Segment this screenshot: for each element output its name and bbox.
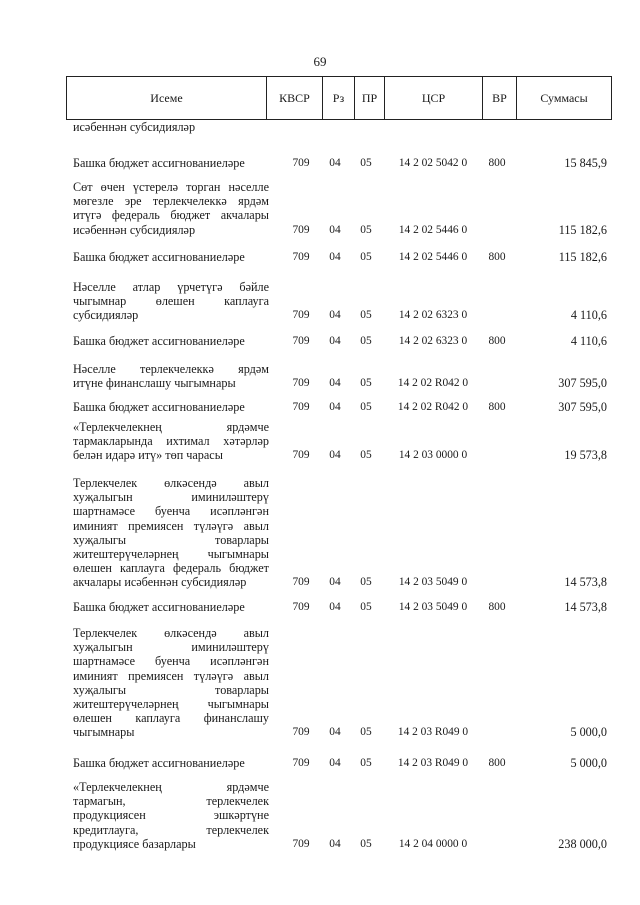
cell-csr: 14 2 03 R049 0 xyxy=(397,726,469,739)
column-header-pr: ПР xyxy=(355,77,385,119)
cell-rz: 04 xyxy=(329,223,341,236)
cell-vr: 800 xyxy=(488,600,506,613)
cell-rz: 04 xyxy=(329,377,341,390)
cell-pr: 05 xyxy=(360,250,372,263)
table-row xyxy=(0,476,640,590)
cell-name-line: тармакларында ихтимал хәтәрләр xyxy=(73,434,269,449)
column-header-name: Исеме xyxy=(67,77,267,119)
column-header-csr: ЦСР xyxy=(385,77,483,119)
cell-name-line: Сөт өчен үстерелә торган нәселле xyxy=(73,180,269,194)
cell-sum: 307 595,0 xyxy=(558,399,607,414)
cell-kvsr: 709 xyxy=(292,400,310,413)
table-row xyxy=(0,280,640,323)
cell-csr: 14 2 02 5042 0 xyxy=(398,156,468,169)
cell-csr: 14 2 04 0000 0 xyxy=(398,837,468,850)
cell-pr: 05 xyxy=(360,576,372,589)
cell-name-line: «Терлекчелекнең ярдәмче xyxy=(73,780,269,794)
table-body xyxy=(0,120,640,905)
cell-pr: 05 xyxy=(360,837,372,850)
cell-name xyxy=(73,420,269,463)
cell-name-line: иминият премиясен түләүгә авыл xyxy=(73,668,269,683)
column-header-sum: Суммасы xyxy=(540,90,588,105)
cell-name xyxy=(73,476,269,590)
cell-rz: 04 xyxy=(329,334,341,347)
cell-pr: 05 xyxy=(360,309,372,322)
cell-csr: 14 2 02 5446 0 xyxy=(398,250,468,263)
cell-name-line: шартнамәсе буенча исәпләнгән xyxy=(73,504,269,519)
cell-kvsr: 709 xyxy=(292,250,310,263)
cell-sum: 14 573,8 xyxy=(564,575,607,590)
cell-name-line: исәбеннән субсидияләр xyxy=(73,120,196,134)
cell-vr: 800 xyxy=(488,756,506,769)
cell-sum: 5 000,0 xyxy=(570,755,607,770)
cell-name-line: Нәселле атлар үрчетүгә бәйле xyxy=(73,280,269,294)
cell-kvsr: 709 xyxy=(292,837,310,850)
table-row xyxy=(0,756,640,770)
cell-pr: 05 xyxy=(360,449,372,462)
cell-name xyxy=(73,334,269,348)
cell-sum: 4 110,6 xyxy=(570,333,607,348)
cell-name-line: чыгымнары xyxy=(73,725,135,740)
cell-vr: 800 xyxy=(488,400,506,413)
cell-kvsr: 709 xyxy=(292,600,310,613)
cell-name-line: хуҗалыгын иминиләштерү xyxy=(73,490,269,505)
page-number: 69 xyxy=(313,54,327,69)
cell-name-line: Терлекчелек өлкәсендә авыл xyxy=(73,626,269,640)
cell-name xyxy=(73,400,269,414)
cell-name-line: өлешен каплауга федераль бюджет xyxy=(73,561,269,576)
cell-pr: 05 xyxy=(360,223,372,236)
cell-sum: 115 182,6 xyxy=(558,222,607,237)
cell-rz: 04 xyxy=(329,837,341,850)
cell-name-line: Башка бюджет ассигнованиеләре xyxy=(73,600,245,614)
cell-pr: 05 xyxy=(360,726,372,739)
cell-kvsr: 709 xyxy=(292,334,310,347)
cell-csr: 14 2 02 6323 0 xyxy=(398,309,468,322)
cell-name-line: итүгә федераль бюджет акчалары xyxy=(73,208,269,223)
cell-kvsr: 709 xyxy=(292,309,310,322)
cell-name xyxy=(73,180,269,237)
cell-kvsr: 709 xyxy=(292,449,310,462)
cell-sum: 19 573,8 xyxy=(564,448,607,463)
cell-csr: 14 2 02 6323 0 xyxy=(398,334,468,347)
cell-rz: 04 xyxy=(329,726,341,739)
cell-vr: 800 xyxy=(488,250,506,263)
cell-name-line: Башка бюджет ассигнованиеләре xyxy=(73,756,245,770)
cell-name xyxy=(73,756,269,770)
table-row xyxy=(0,362,640,390)
table-row xyxy=(0,780,640,851)
table-row xyxy=(0,250,640,264)
cell-name xyxy=(73,626,269,740)
cell-name xyxy=(73,120,269,134)
column-header-kvsr: КВСР xyxy=(267,77,323,119)
cell-vr: 800 xyxy=(488,334,506,347)
cell-name-line: житештерүчеләрнең чыгымнары xyxy=(73,547,269,562)
table-header xyxy=(66,76,612,120)
table-row xyxy=(0,334,640,348)
cell-name xyxy=(73,600,269,614)
cell-name-line: хуҗалыгы товарлары xyxy=(73,682,269,697)
cell-csr: 14 2 02 5446 0 xyxy=(398,223,468,236)
cell-rz: 04 xyxy=(329,400,341,413)
cell-csr: 14 2 03 R049 0 xyxy=(397,756,469,769)
column-header-vr: ВР xyxy=(483,77,517,119)
cell-pr: 05 xyxy=(360,377,372,390)
cell-rz: 04 xyxy=(329,600,341,613)
cell-pr: 05 xyxy=(360,400,372,413)
cell-csr: 14 2 03 5049 0 xyxy=(398,600,468,613)
table-row xyxy=(0,600,640,614)
cell-name-line: кредитлауга, терлекчелек xyxy=(73,822,269,837)
cell-kvsr: 709 xyxy=(292,726,310,739)
table-row xyxy=(0,420,640,463)
cell-rz: 04 xyxy=(329,449,341,462)
cell-sum: 15 845,9 xyxy=(564,155,607,170)
cell-name-line: хуҗалыгы товарлары xyxy=(73,532,269,547)
cell-name xyxy=(73,280,269,323)
cell-rz: 04 xyxy=(329,756,341,769)
cell-name-line: продукциясе базарлары xyxy=(73,836,196,851)
cell-pr: 05 xyxy=(360,334,372,347)
cell-sum: 238 000,0 xyxy=(558,836,607,851)
cell-name xyxy=(73,156,269,170)
cell-pr: 05 xyxy=(360,756,372,769)
cell-kvsr: 709 xyxy=(292,756,310,769)
cell-pr: 05 xyxy=(360,600,372,613)
cell-kvsr: 709 xyxy=(292,223,310,236)
cell-csr: 14 2 03 0000 0 xyxy=(398,449,468,462)
cell-name-line: иминият премиясен түләүгә авыл xyxy=(73,518,269,533)
column-header-rz: Рз xyxy=(323,77,355,119)
cell-sum: 115 182,6 xyxy=(558,249,607,264)
cell-sum: 5 000,0 xyxy=(570,725,607,740)
cell-vr: 800 xyxy=(488,156,506,169)
cell-name xyxy=(73,362,269,390)
cell-name-line: хуҗалыгын иминиләштерү xyxy=(73,640,269,655)
cell-csr: 14 2 02 R042 0 xyxy=(397,377,469,390)
table-row xyxy=(0,156,640,170)
cell-name-line: Башка бюджет ассигнованиеләре xyxy=(73,156,245,170)
table-row xyxy=(0,180,640,237)
cell-name-line: Башка бюджет ассигнованиеләре xyxy=(73,250,245,264)
cell-kvsr: 709 xyxy=(292,156,310,169)
table-row xyxy=(0,400,640,414)
table-row xyxy=(0,626,640,740)
cell-sum: 4 110,6 xyxy=(570,308,607,323)
cell-name-line: белән идарә итү» төп чарасы xyxy=(73,448,223,463)
cell-csr: 14 2 02 R042 0 xyxy=(397,400,469,413)
cell-name-line: акчалары исәбеннән субсидияләр xyxy=(73,575,247,590)
cell-name-line: итүне финанслашу чыгымнары xyxy=(73,376,236,391)
cell-name-line: Нәселле терлекчелеккә ярдәм xyxy=(73,362,269,376)
cell-name-line: субсидияләр xyxy=(73,308,139,323)
cell-sum: 14 573,8 xyxy=(564,599,607,614)
cell-rz: 04 xyxy=(329,309,341,322)
cell-name-line: Башка бюджет ассигнованиеләре xyxy=(73,334,245,348)
cell-name-line: чыгымнар өлешен каплауга xyxy=(73,294,269,309)
cell-rz: 04 xyxy=(329,576,341,589)
cell-name-line: продукциясен эшкәртүне xyxy=(73,808,269,823)
cell-name xyxy=(73,780,269,851)
cell-name-line: тармагын, терлекчелек xyxy=(73,794,269,809)
cell-rz: 04 xyxy=(329,250,341,263)
cell-name-line: Башка бюджет ассигнованиеләре xyxy=(73,400,245,414)
cell-kvsr: 709 xyxy=(292,576,310,589)
cell-name xyxy=(73,250,269,264)
cell-csr: 14 2 03 5049 0 xyxy=(398,576,468,589)
cell-name-line: исәбеннән субсидияләр xyxy=(73,222,196,237)
cell-kvsr: 709 xyxy=(292,377,310,390)
cell-sum: 307 595,0 xyxy=(558,376,607,391)
table-row xyxy=(0,120,640,134)
cell-name-line: мөгезле эре терлекчелеккә ярдәм xyxy=(73,194,269,209)
cell-name-line: өлешен каплауга финанслашу xyxy=(73,711,269,726)
cell-name-line: житештерүчеләрнең чыгымнары xyxy=(73,697,269,712)
cell-rz: 04 xyxy=(329,156,341,169)
cell-pr: 05 xyxy=(360,156,372,169)
cell-name-line: «Терлекчелекнең ярдәмче xyxy=(73,420,269,434)
cell-name-line: шартнамәсе буенча исәпләнгән xyxy=(73,654,269,669)
cell-name-line: Терлекчелек өлкәсендә авыл xyxy=(73,476,269,490)
